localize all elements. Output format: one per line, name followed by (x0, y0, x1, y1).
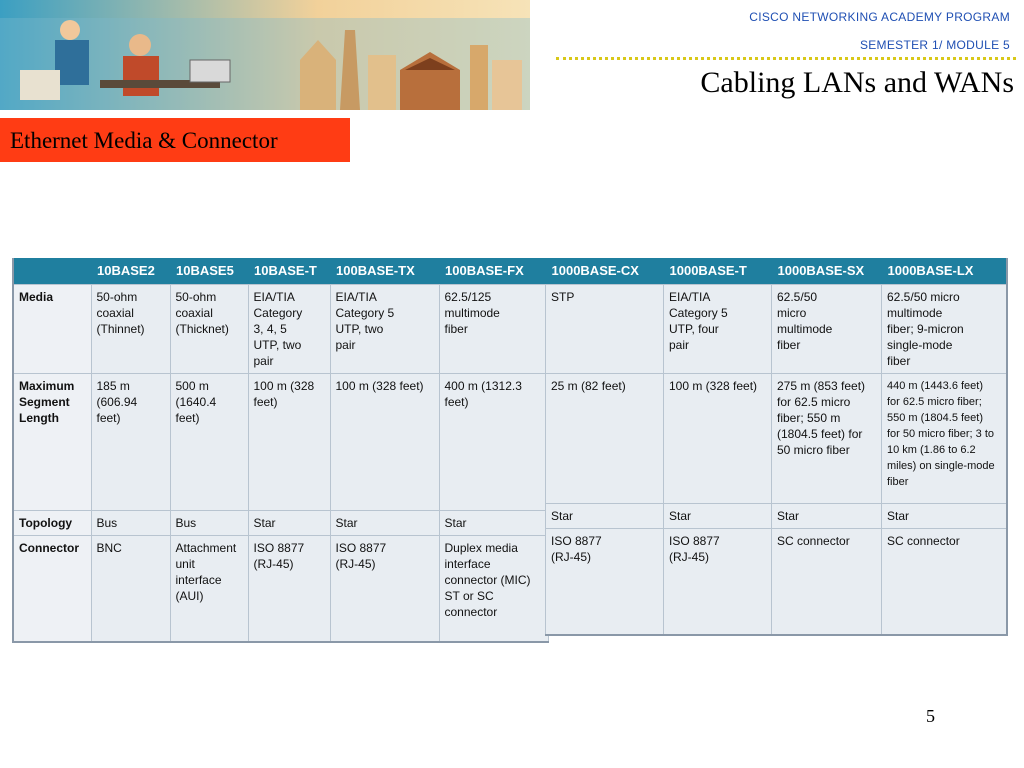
dotted-divider (556, 57, 1016, 60)
table-row (13, 285, 548, 374)
column-header: 10BASE5 (170, 258, 248, 285)
table-cell: Duplex media interface connector (MIC) ST or SC connector (439, 536, 548, 642)
column-header: 1000BASE-T (664, 258, 772, 285)
table-cell: 50-ohm coaxial (Thicknet) (170, 285, 248, 374)
table-cell: 400 m (1312.3 feet) (439, 374, 548, 511)
table-cell: SC connector (882, 529, 1007, 635)
table-cell: EIA/TIA Category 5 UTP, two pair (330, 285, 439, 374)
table-cell: 25 m (82 feet) (546, 374, 664, 504)
table-cell: Star (248, 511, 330, 536)
table-cell: 100 m (328 feet) (664, 374, 772, 504)
table-cell: Star (330, 511, 439, 536)
row-label: Maximum Segment Length (13, 374, 91, 511)
table-cell: SC connector (772, 529, 882, 635)
table-cell: 185 m (606.94 feet) (91, 374, 170, 511)
table-cell: 100 m (328 feet) (248, 374, 330, 511)
ethernet-media-table-right (545, 258, 1008, 636)
table-row (13, 511, 548, 536)
table-cell: Star (882, 504, 1007, 529)
column-header: 1000BASE-SX (772, 258, 882, 285)
column-header: 10BASE2 (91, 258, 170, 285)
table-cell: 500 m (1640.4 feet) (170, 374, 248, 511)
table-cell: ISO 8877 (RJ-45) (330, 536, 439, 642)
table-cell: 100 m (328 feet) (330, 374, 439, 511)
table-cell: EIA/TIA Category 3, 4, 5 UTP, two pair (248, 285, 330, 374)
header-banner (0, 0, 1024, 110)
row-label: Media (13, 285, 91, 374)
table-cell: Bus (91, 511, 170, 536)
section-title: Ethernet Media & Connector (10, 128, 278, 153)
table-header-row (546, 258, 1007, 285)
table-cell: Star (664, 504, 772, 529)
table-cell: Star (439, 511, 548, 536)
table-row (13, 536, 548, 642)
table-cell: Attachment unit interface (AUI) (170, 536, 248, 642)
table-cell: ISO 8877 (RJ-45) (664, 529, 772, 635)
table-row (546, 374, 1007, 504)
ethernet-media-table-left (12, 258, 549, 643)
table-row (546, 504, 1007, 529)
program-title: CISCO NETWORKING ACADEMY PROGRAM (749, 10, 1010, 24)
column-header: 1000BASE-LX (882, 258, 1007, 285)
table-row (13, 374, 548, 511)
table-cell: BNC (91, 536, 170, 642)
column-header: 1000BASE-CX (546, 258, 664, 285)
table-row (546, 285, 1007, 374)
table-cell: ISO 8877 (RJ-45) (248, 536, 330, 642)
table-cell: STP (546, 285, 664, 374)
header-title-area (530, 0, 1024, 110)
banner-illustration (0, 0, 530, 110)
table-cell: 62.5/50 micro multimode fiber; 9-micron single-mode fiber (882, 285, 1007, 374)
banner-artwork (0, 0, 530, 110)
table-cell: Star (772, 504, 882, 529)
semester-module: SEMESTER 1/ MODULE 5 (859, 38, 1010, 52)
table-cell: 50-ohm coaxial (Thinnet) (91, 285, 170, 374)
row-label: Connector (13, 536, 91, 642)
table-cell: 440 m (1443.6 feet) for 62.5 micro fiber; 550 m (1804.5 feet) for 50 micro fiber; 3 to 10 km (1.86 to 6.2 miles) on single-mode fiber (882, 374, 1007, 504)
column-header: 100BASE-FX (439, 258, 548, 285)
row-label: Topology (13, 511, 91, 536)
table-cell: 62.5/50 micro multimode fiber (772, 285, 882, 374)
page-title: Cabling LANs and WANs (700, 66, 1014, 99)
table-cell: 275 m (853 feet) for 62.5 micro fiber; 550 m (1804.5 feet) for 50 micro fiber (772, 374, 882, 504)
page-number: 5 (926, 706, 935, 726)
table-cell: Bus (170, 511, 248, 536)
column-header: 10BASE-T (248, 258, 330, 285)
table-cell: ISO 8877 (RJ-45) (546, 529, 664, 635)
table-cell: EIA/TIA Category 5 UTP, four pair (664, 285, 772, 374)
table-cell: Star (546, 504, 664, 529)
table-row (546, 529, 1007, 635)
table-header-row (13, 258, 548, 285)
column-header: 100BASE-TX (330, 258, 439, 285)
column-header (13, 258, 91, 285)
table-cell: 62.5/125 multimode fiber (439, 285, 548, 374)
